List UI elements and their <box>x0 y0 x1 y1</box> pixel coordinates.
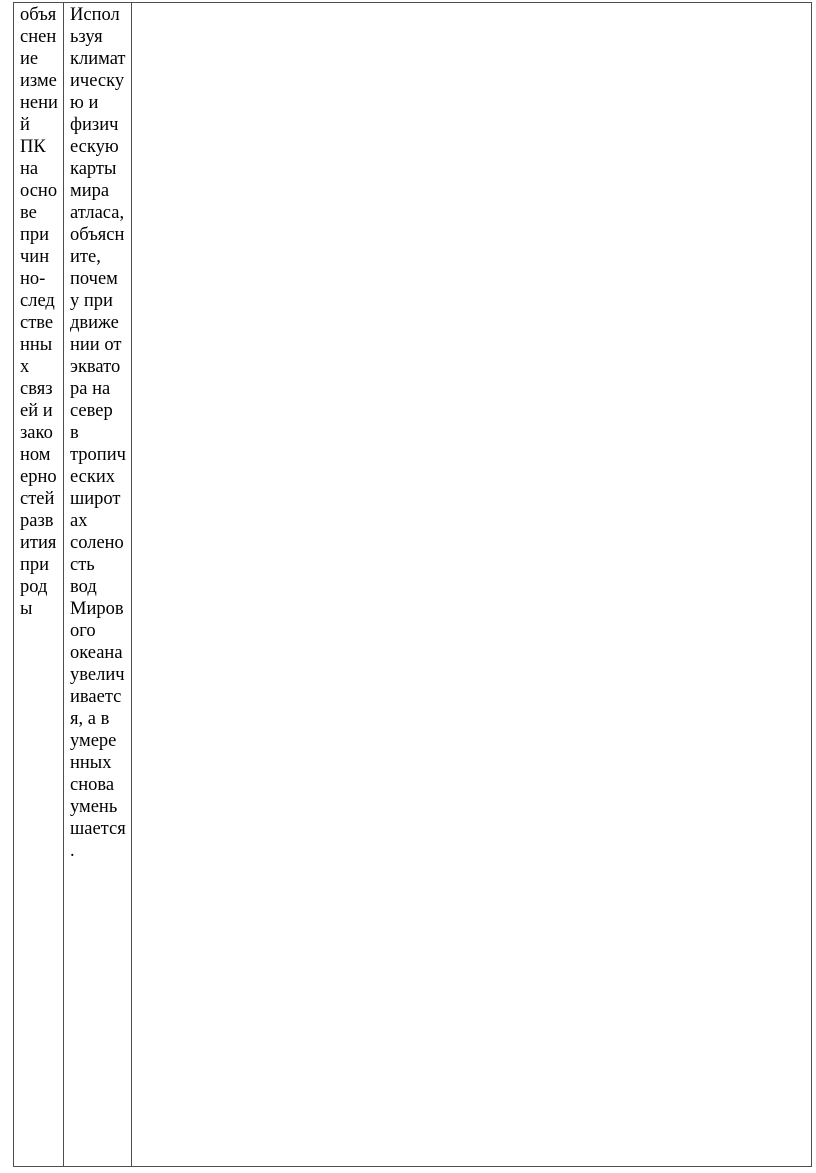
cell-task: Используя климатическую и физическую карты мира атласа, объясните, почему при движении от экватора на север в тропических широтах соленость вод Мирового океана увеличивается, а в умеренных снова уменьшается. <box>64 3 132 1167</box>
document-table <box>13 2 812 1167</box>
table-row <box>14 3 812 1167</box>
cell-criteria: объяснение изменений ПК на основе причинно-следственных связей и закономерностей развития природы <box>14 3 64 1167</box>
cell-answer-empty <box>132 3 812 1167</box>
